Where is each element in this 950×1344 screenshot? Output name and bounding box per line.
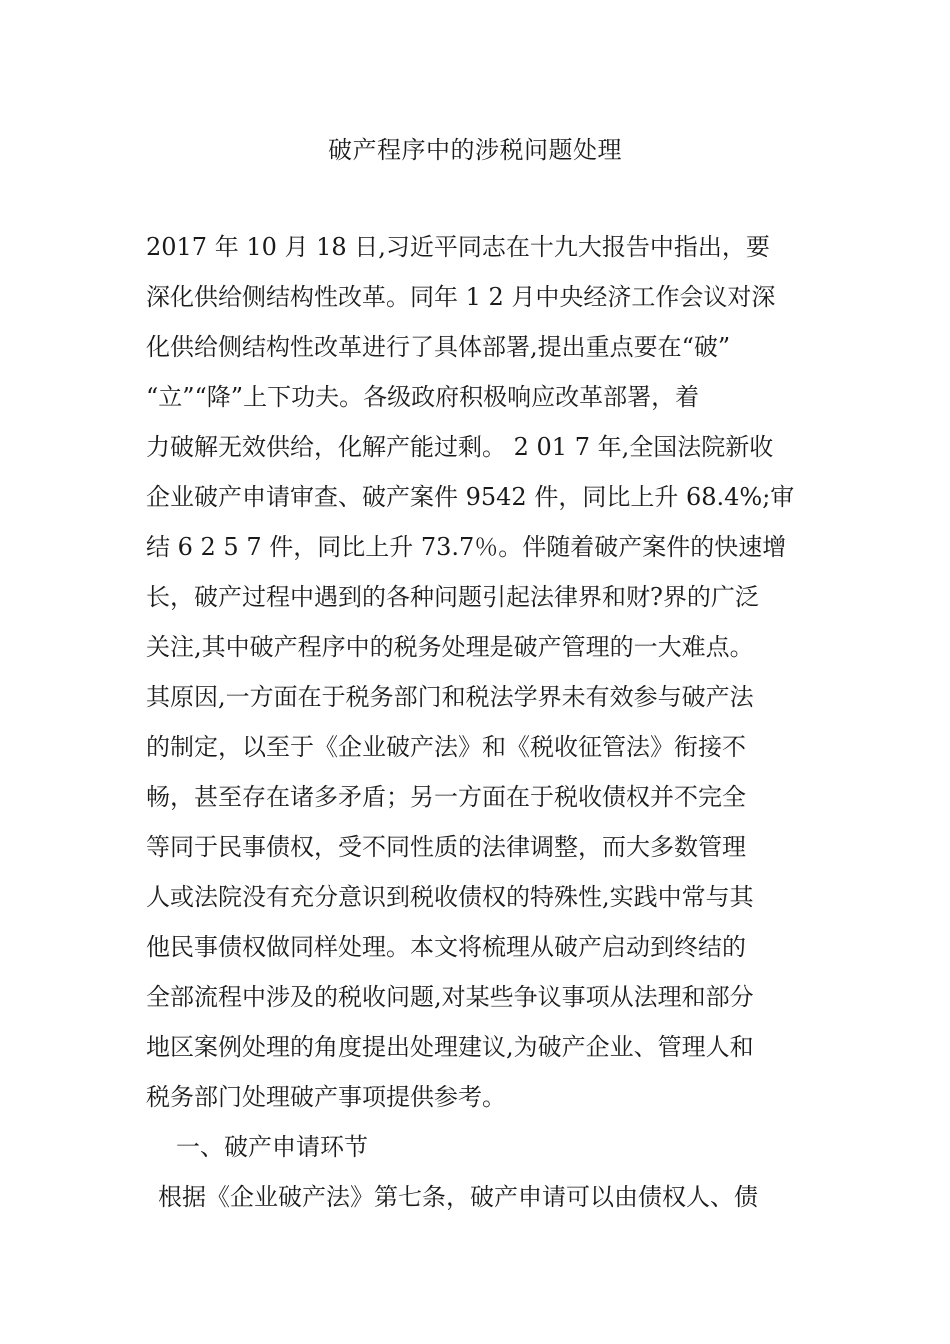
text-line: 深化供给侧结构性改革。同年 1 2 月中央经济工作会议对深 [146,283,776,311]
text-line: 全部流程中涉及的税收问题,对某些争议事项从法理和部分 [146,983,754,1011]
text-line: 地区案例处理的角度提出处理建议,为破产企业、管理人和 [146,1033,754,1061]
text-line: 人或法院没有充分意识到税收债权的特殊性,实践中常与其 [146,883,754,911]
text-line: 根据《企业破产法》第七条，破产申请可以由债权人、债 [158,1183,758,1211]
section-paragraph [158,1172,828,1222]
text-line: 税务部门处理破产事项提供参考。 [146,1083,506,1111]
text-line: 力破解无效供给，化解产能过剩。 2 01 7 年,全国法院新收 [146,433,774,461]
section-heading: 一、破产申请环节 [176,1133,368,1161]
document-title: 破产程序中的涉税问题处理 [328,136,622,164]
text-line: 畅，甚至存在诸多矛盾；另一方面在于税收债权并不完全 [146,783,746,811]
text-line: 其原因,一方面在于税务部门和税法学界未有效参与破产法 [146,683,754,711]
text-line: 企业破产申请审查、破产案件 9542 件，同比上升 68.4%;审 [146,483,795,511]
text-line: “立”“降”上下功夫。各级政府积极响应改革部署，着 [146,383,700,411]
text-line: 长，破产过程中遇到的各种问题引起法律界和财?界的广泛 [146,583,759,611]
text-line: 关注,其中破产程序中的税务处理是破产管理的一大难点。 [146,633,754,661]
intro-paragraph [146,222,816,1122]
text-line: 的制定，以至于《企业破产法》和《税收征管法》衔接不 [146,733,746,761]
text-line: 等同于民事债权，受不同性质的法律调整，而大多数管理 [146,833,746,861]
text-line: 2017 年 10 月 18 日,习近平同志在十九大报告中指出，要 [146,233,770,261]
text-line: 化供给侧结构性改革进行了具体部署,提出重点要在“破” [146,333,731,361]
text-line: 他民事债权做同样处理。本文将梳理从破产启动到终结的 [146,933,746,961]
text-line: 结 6 2 5 7 件，同比上升 73.7％。伴随着破产案件的快速增 [146,533,787,561]
